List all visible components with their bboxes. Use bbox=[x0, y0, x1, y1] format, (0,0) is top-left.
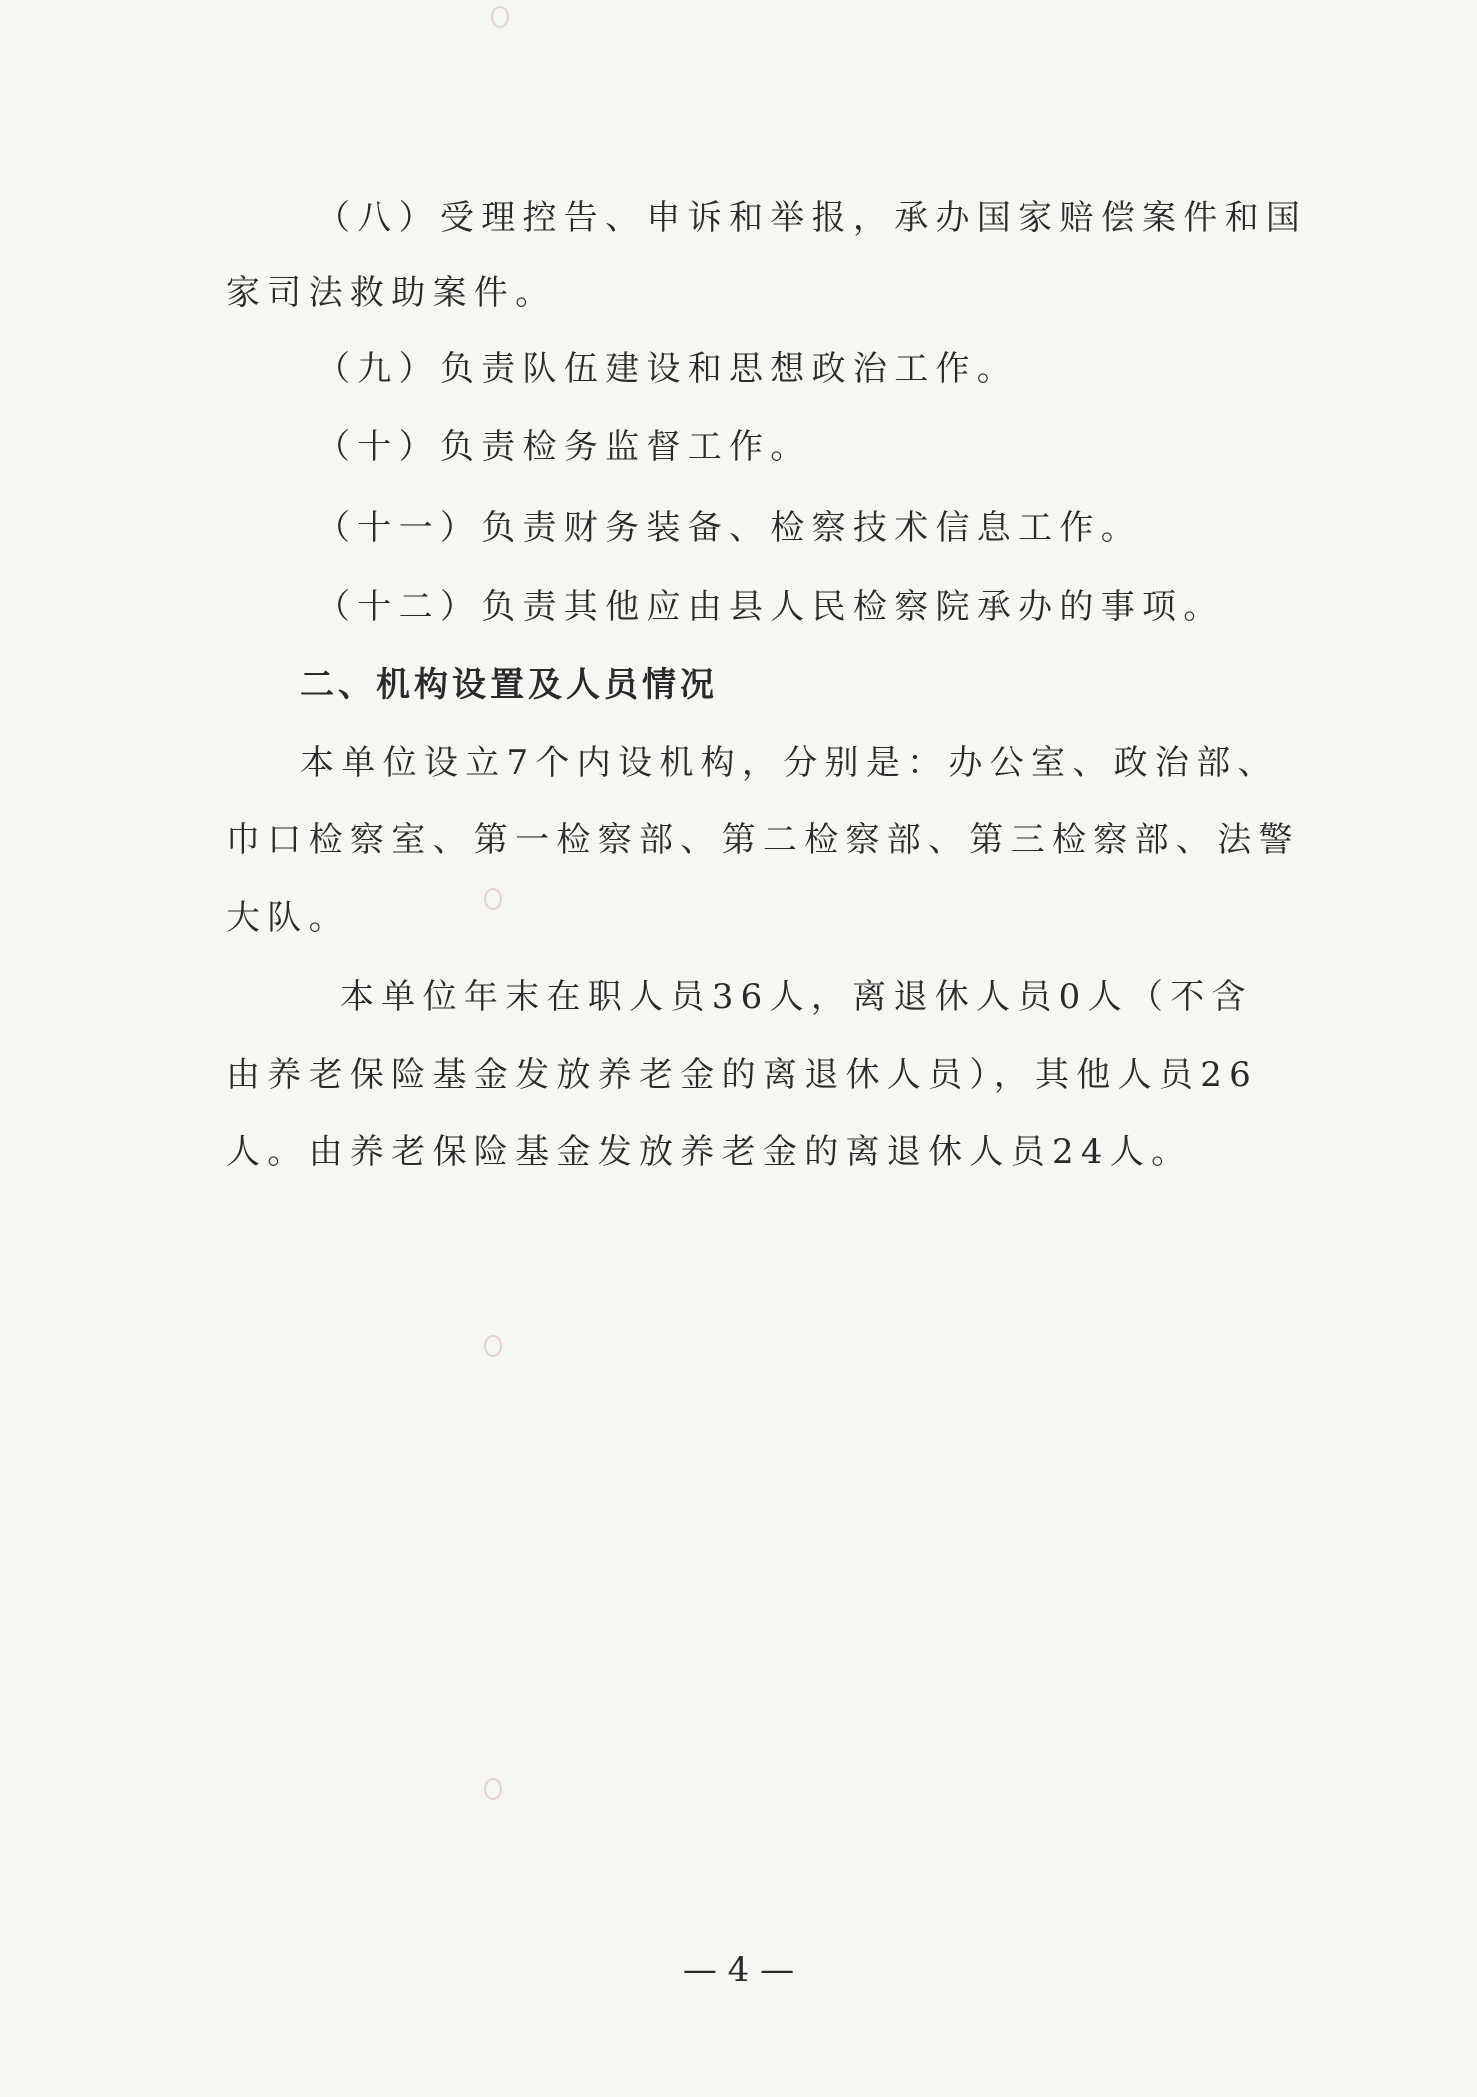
item-10: （十）负责检务监督工作。 bbox=[316, 427, 812, 467]
paragraph-2-line-2: 由养老保险基金发放养老金的离退休人员），其他人员26 bbox=[226, 1055, 1259, 1095]
paragraph-2-line-1: 本单位年末在职人员36人，离退休人员0人（不含 bbox=[340, 977, 1253, 1017]
page-number: — 4 — bbox=[682, 1950, 795, 1990]
item-8-line-2: 家司法救助案件。 bbox=[226, 273, 557, 313]
section-heading: 二、机构设置及人员情况 bbox=[300, 665, 718, 705]
item-8-line-1: （八）受理控告、申诉和举报，承办国家赔偿案件和国 bbox=[316, 198, 1308, 238]
binding-hole-mark bbox=[484, 1335, 502, 1357]
binding-hole-mark bbox=[491, 6, 509, 28]
item-11: （十一）负责财务装备、检察技术信息工作。 bbox=[316, 508, 1142, 548]
binding-hole-mark bbox=[484, 1778, 502, 1800]
binding-hole-mark bbox=[484, 888, 502, 910]
paragraph-1-line-2: 巾口检察室、第一检察部、第二检察部、第三检察部、法警 bbox=[226, 820, 1300, 860]
item-9: （九）负责队伍建设和思想政治工作。 bbox=[316, 349, 1019, 389]
paragraph-2-line-3: 人。由养老保险基金发放养老金的离退休人员24人。 bbox=[226, 1132, 1193, 1172]
paragraph-1-line-1: 本单位设立7个内设机构，分别是：办公室、政治部、 bbox=[300, 743, 1279, 783]
item-12: （十二）负责其他应由县人民检察院承办的事项。 bbox=[316, 587, 1225, 627]
paragraph-1-line-3: 大队。 bbox=[226, 898, 350, 938]
